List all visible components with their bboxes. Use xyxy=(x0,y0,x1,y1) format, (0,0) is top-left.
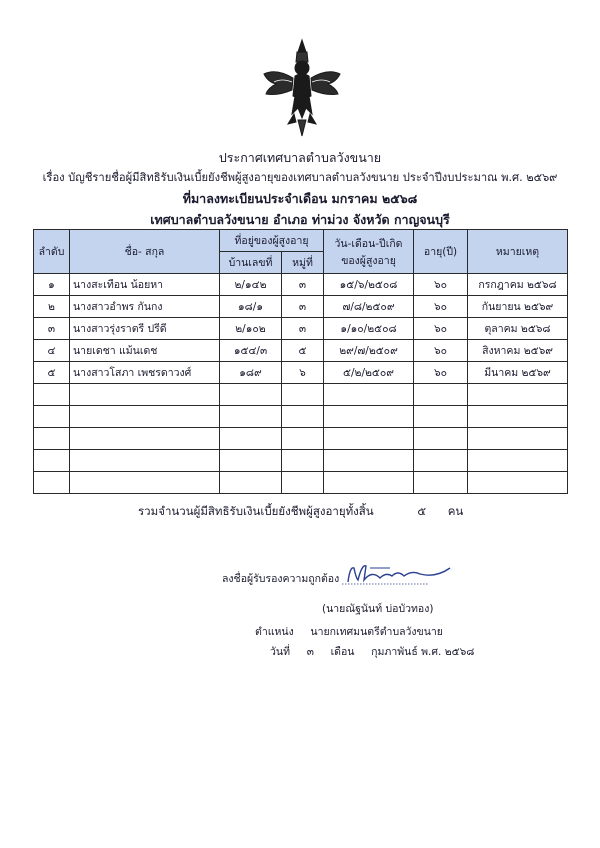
date-year-label: พ.ศ. xyxy=(421,646,442,658)
cell-moo: ๕ xyxy=(282,340,324,362)
table-row xyxy=(34,318,568,340)
cell-no: ๓ xyxy=(34,318,70,340)
cell-age: ๖๐ xyxy=(414,340,468,362)
cell-house: ๒/๑๐๒ xyxy=(220,318,282,340)
cell-no: ๕ xyxy=(34,362,70,384)
signer-name: (นายณัฐนันท์ บ่อบัวทอง) xyxy=(322,603,434,615)
cell-age: ๖๐ xyxy=(414,318,468,340)
summary-label: รวมจำนวนผู้มีสิทธิรับเงินเบี้ยยังชีพผู้สูงอายุทั้งสิ้น xyxy=(138,504,374,518)
summary-line xyxy=(138,503,463,521)
cell-name: นางสาวอำพร กันกง xyxy=(70,296,220,318)
cell-house: ๑๕๔/๓ xyxy=(220,340,282,362)
cell-house xyxy=(220,384,282,406)
cell-remark xyxy=(468,406,568,428)
table-row xyxy=(34,340,568,362)
cell-age xyxy=(414,450,468,472)
summary-unit: คน xyxy=(447,504,464,518)
date-month: กุมภาพันธ์ xyxy=(371,646,418,658)
cell-moo: ๓ xyxy=(282,296,324,318)
cell-no: ๒ xyxy=(34,296,70,318)
cell-remark xyxy=(468,450,568,472)
header-age: อายุ(ปี) xyxy=(414,230,468,274)
registration-month: ที่มาลงทะเบียนประจำเดือน มกราคม ๒๕๖๘ xyxy=(182,191,418,206)
cell-age: ๖๐ xyxy=(414,274,468,296)
table-row-empty xyxy=(34,384,568,406)
cell-dob: ๑/๑๐/๒๕๐๘ xyxy=(324,318,414,340)
cell-moo xyxy=(282,384,324,406)
cell-moo xyxy=(282,472,324,494)
cell-house: ๑๘/๑ xyxy=(220,296,282,318)
cell-name xyxy=(70,472,220,494)
header-remark: หมายเหตุ xyxy=(468,230,568,274)
cell-dob: ๗/๘/๒๕๐๙ xyxy=(324,296,414,318)
cell-remark: สิงหาคม ๒๕๖๙ xyxy=(468,340,568,362)
announcement-title: ประกาศเทศบาลตำบลวังขนาย xyxy=(218,150,382,165)
date-day-label: วันที่ xyxy=(270,646,290,658)
cell-house xyxy=(220,428,282,450)
header-name: ชื่อ- สกุล xyxy=(70,230,220,274)
cell-no xyxy=(34,384,70,406)
cell-age xyxy=(414,384,468,406)
cell-dob xyxy=(324,428,414,450)
certify-label: ลงชื่อผู้รับรองความถูกต้อง xyxy=(222,573,340,585)
cell-no xyxy=(34,428,70,450)
announcement-subject: เรื่อง บัญชีรายชื่อผู้มีสิทธิรับเงินเบี้ยยังชีพผู้สูงอายุของเทศบาลตำบลวังขนาย ประจำปีงบประมาณ พ.ศ. ๒๕๖๙ xyxy=(42,171,558,184)
date-day: ๓ xyxy=(306,646,314,658)
table-row-empty xyxy=(34,406,568,428)
table-row xyxy=(34,362,568,384)
cell-remark: กันยายน ๒๕๖๙ xyxy=(468,296,568,318)
cell-dob xyxy=(324,406,414,428)
cell-age xyxy=(414,472,468,494)
cell-house xyxy=(220,406,282,428)
header-house-no: บ้านเลขที่ xyxy=(220,252,282,274)
cell-remark xyxy=(468,472,568,494)
cell-name xyxy=(70,384,220,406)
cell-remark xyxy=(468,384,568,406)
summary-count: ๕ xyxy=(417,504,427,518)
cell-age xyxy=(414,428,468,450)
header-dob-line1: วัน-เดือน-ปีเกิด xyxy=(334,237,403,250)
header-address: ที่อยู่ของผู้สูงอายุ xyxy=(220,230,324,252)
cell-dob xyxy=(324,450,414,472)
table-row-empty xyxy=(34,472,568,494)
cell-no xyxy=(34,472,70,494)
cell-remark: กรกฎาคม ๒๕๖๘ xyxy=(468,274,568,296)
cell-dob: ๑๕/๖/๒๕๐๘ xyxy=(324,274,414,296)
cell-name xyxy=(70,428,220,450)
cell-moo: ๖ xyxy=(282,362,324,384)
cell-age xyxy=(414,406,468,428)
cell-house xyxy=(220,472,282,494)
cell-moo: ๓ xyxy=(282,274,324,296)
cell-name: นางสาวโสภา เพชรดาวงศ์ xyxy=(70,362,220,384)
signature-date-line xyxy=(270,643,474,660)
cell-house: ๒/๑๔๒ xyxy=(220,274,282,296)
cell-name xyxy=(70,450,220,472)
position-label: ตำแหน่ง xyxy=(255,626,294,638)
header-dob-line2: ของผู้สูงอายุ xyxy=(341,254,396,267)
cell-remark: มีนาคม ๒๕๖๙ xyxy=(468,362,568,384)
cell-no: ๑ xyxy=(34,274,70,296)
cell-moo: ๓ xyxy=(282,318,324,340)
cell-moo xyxy=(282,450,324,472)
cell-age: ๖๐ xyxy=(414,362,468,384)
table-row xyxy=(34,296,568,318)
table-row xyxy=(34,274,568,296)
cell-age: ๖๐ xyxy=(414,296,468,318)
header-no: ลำดับ xyxy=(34,230,70,274)
cell-name: นางสะเทือน น้อยหา xyxy=(70,274,220,296)
date-month-label: เดือน xyxy=(330,646,355,658)
cell-dob: ๕/๒/๒๕๐๙ xyxy=(324,362,414,384)
table-row-empty xyxy=(34,428,568,450)
beneficiary-table xyxy=(33,229,568,494)
cell-dob xyxy=(324,384,414,406)
cell-name: นางสาวรุ่งราตรี ปรีดี xyxy=(70,318,220,340)
cell-moo xyxy=(282,428,324,450)
municipality-location: เทศบาลตำบลวังขนาย อำเภอ ท่าม่วง จังหวัด กาญจนบุรี xyxy=(150,212,450,227)
signer-position-line xyxy=(255,623,443,640)
cell-no xyxy=(34,450,70,472)
cell-house xyxy=(220,450,282,472)
cell-name xyxy=(70,406,220,428)
table-row-empty xyxy=(34,450,568,472)
date-year: ๒๕๖๘ xyxy=(444,646,475,658)
cell-dob: ๒๙/๗/๒๕๐๙ xyxy=(324,340,414,362)
garuda-emblem-icon xyxy=(262,38,342,138)
cell-no xyxy=(34,406,70,428)
cell-name: นายเดชา แม้นเดช xyxy=(70,340,220,362)
cell-no: ๔ xyxy=(34,340,70,362)
cell-dob xyxy=(324,472,414,494)
handwritten-signature-icon xyxy=(340,560,460,590)
cell-house: ๑๘๙ xyxy=(220,362,282,384)
header-moo: หมู่ที่ xyxy=(282,252,324,274)
header-dob xyxy=(324,230,414,274)
cell-moo xyxy=(282,406,324,428)
position-title: นายกเทศมนตรีตำบลวังขนาย xyxy=(310,626,443,638)
cell-remark: ตุลาคม ๒๕๖๘ xyxy=(468,318,568,340)
cell-remark xyxy=(468,428,568,450)
